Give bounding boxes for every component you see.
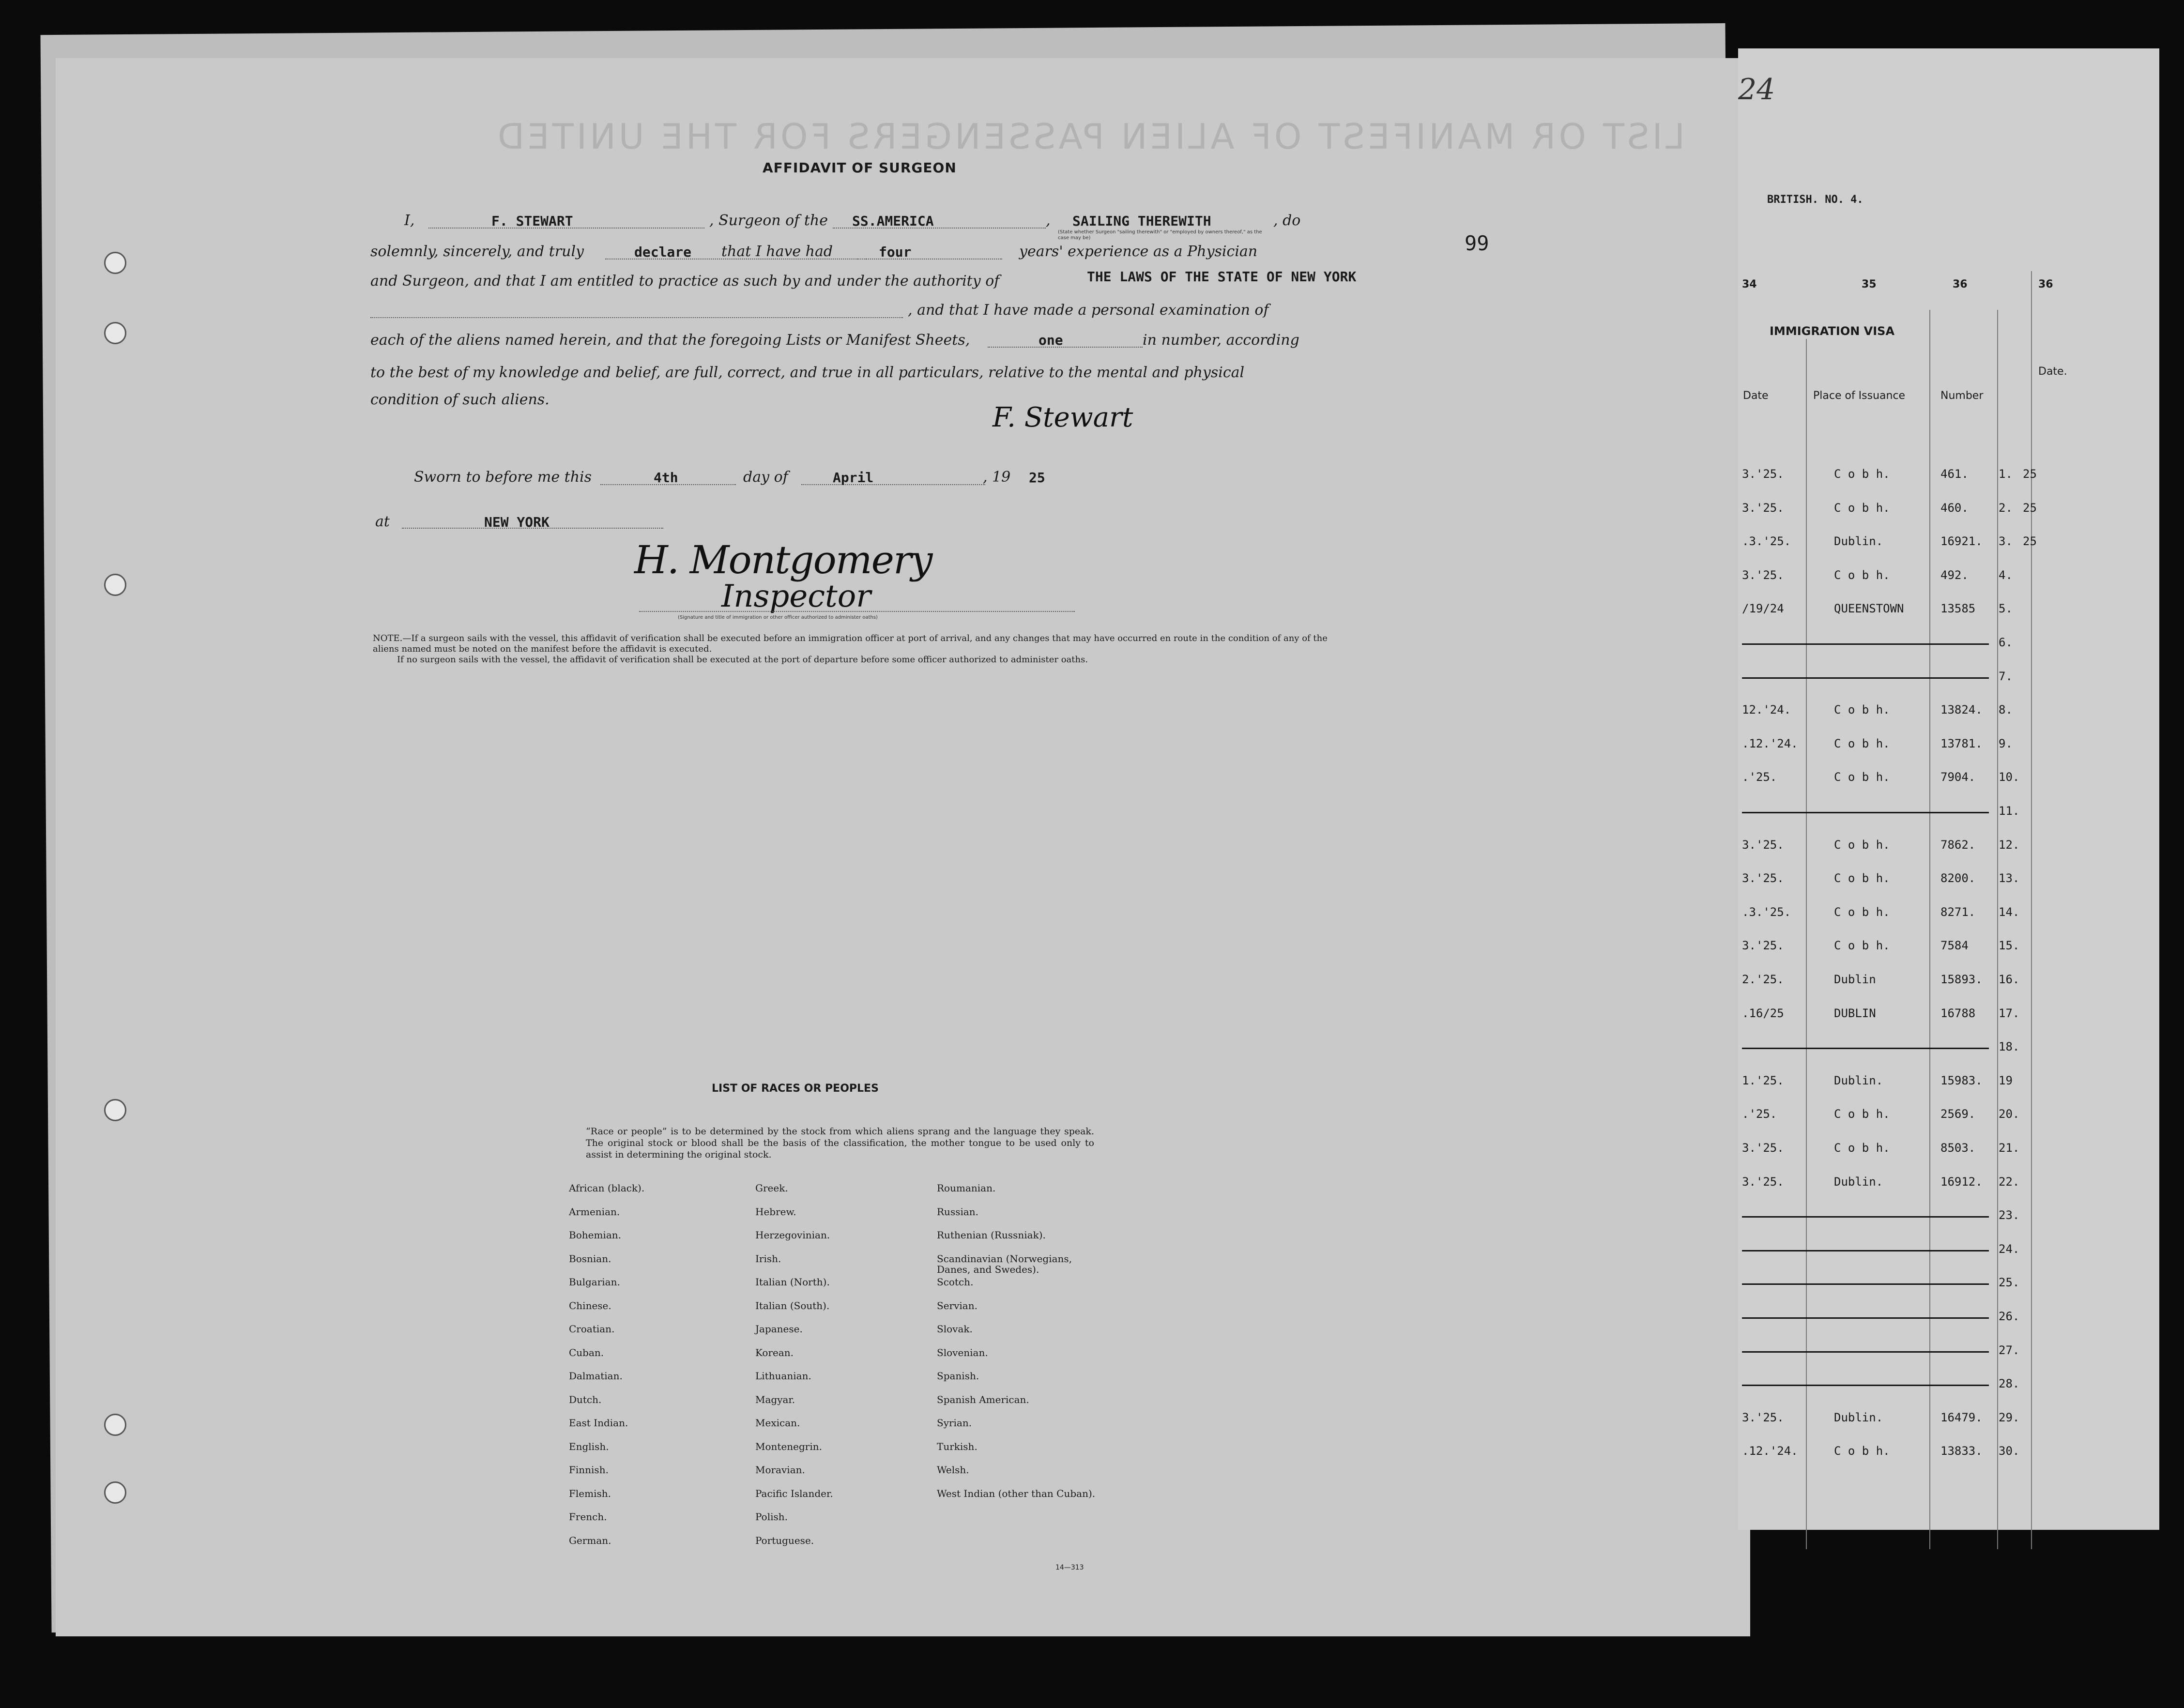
race-column-2 [755,1183,920,1558]
visa-n: 5. [1999,602,2013,616]
visa-date: 3.'25. [1742,838,1784,852]
binding-hole [104,322,126,344]
visa-row [1742,871,2020,903]
visa-row [1742,1444,2020,1476]
visa-n: 29. [1999,1410,2020,1424]
race-item: Korean. [755,1346,794,1358]
race-item: Cuban. [569,1346,604,1358]
ship-name: SS.AMERICA [852,213,934,229]
visa-place: Dublin. [1834,534,1883,549]
handwritten-page-number: 24 [1738,73,1775,107]
race-item: Hebrew. [755,1205,796,1218]
affidavit-text: , [1046,212,1051,229]
visa-n: 15. [1999,939,2020,953]
visa-row [1742,973,2020,1005]
header-date: Date [1743,390,1769,402]
race-item: Welsh. [937,1464,969,1476]
sworn-text: Sworn to before me this [414,469,592,486]
affidavit-text: , Surgeon of the [709,212,828,229]
visa-number: 13585 [1940,602,1976,616]
visa-number: 461. [1940,467,1969,481]
status-note: (State whether Surgeon "sailing therewith" or "employed by owners thereof," as the case may be) [1058,229,1262,241]
race-item: Dalmatian. [569,1370,623,1382]
visa-number: 8503. [1940,1141,1976,1155]
visa-n: 24. [1999,1242,2020,1256]
visa-n: 23. [1999,1208,2020,1222]
visa-n: 21. [1999,1141,2020,1155]
note-text: —If a surgeon sails with the vessel, this affidavit of verification shall be executed before an immigration officer at port of arrival, and any changes that may have occurred en route in the condition of any of the aliens named must be noted on the manifest before the affidavit is executed. [373,633,1328,654]
visa-n: 7. [1999,669,2013,683]
sworn-text: day of [743,469,788,486]
race-item: Japanese. [755,1323,803,1335]
header-date-2: Date. [2038,366,2067,378]
visa-n: 30. [1999,1444,2020,1458]
race-item: Greek. [755,1182,788,1194]
visa-date: .16/25 [1742,1006,1784,1020]
visa-number: 7584 [1940,939,1969,953]
visa-date: 3.'25. [1742,501,1784,515]
race-column-3 [937,1183,1101,1511]
surgeon-signature: F. Stewart [993,402,1133,433]
visa-n: 9. [1999,736,2013,750]
header-number: Number [1940,390,1984,402]
visa-n: 16. [1999,973,2020,986]
blank-row-line [1742,1351,1989,1353]
visa-place: C o b h. [1834,905,1890,919]
authority: THE LAWS OF THE STATE OF NEW YORK [1087,269,1357,285]
visa-number: 16912. [1940,1174,1983,1189]
visa-n: 1. [1999,467,2013,481]
visa-n: 3. [1999,534,2013,549]
visa-place: DUBLIN [1834,1006,1876,1020]
visa-n: 27. [1999,1343,2020,1357]
race-item: Italian (North). [755,1276,830,1288]
fill-line [988,347,1143,348]
binding-hole [104,1481,126,1504]
visa-date: 3.'25. [1742,871,1784,885]
race-item: Dutch. [569,1393,602,1405]
race-item: Finnish. [569,1464,609,1476]
binding-hole [104,252,126,274]
visa-n: 25. [1999,1276,2020,1290]
blank-row-line [1742,1385,1989,1386]
race-item: Russian. [937,1205,979,1218]
visa-number: 2569. [1940,1107,1976,1121]
blank-row-line [1742,1048,1989,1049]
race-item: Moravian. [755,1464,805,1476]
visa-number: 8200. [1940,871,1976,885]
visa-number: 492. [1940,568,1969,582]
sworn-month: April [833,470,874,486]
visa-place: C o b h. [1834,501,1890,515]
race-item: Turkish. [937,1440,977,1452]
column-number: 36 [2038,278,2053,290]
affidavit-text: solemnly, sincerely, and truly [370,243,584,260]
visa-place: C o b h. [1834,736,1890,750]
blank-row-line [1742,1283,1989,1285]
race-item: Servian. [937,1299,977,1312]
declare-word: declare [634,244,692,260]
visa-n: 28. [1999,1377,2020,1391]
visa-row [1742,669,2013,702]
race-item: Mexican. [755,1417,800,1429]
visa-row [1742,905,2020,937]
visa-date: 1.'25. [1742,1073,1784,1087]
form-number: 14—313 [1055,1564,1084,1571]
column-number: 36 [1953,278,1968,290]
visa-n: 6. [1999,636,2013,649]
visa-row [1742,1073,2013,1106]
race-item: Bosnian. [569,1252,611,1265]
visa-number: 13781. [1940,736,1983,750]
race-item: Scandinavian (Norwegians, Danes, and Swedes). [937,1252,1072,1275]
visa-row [1742,770,2020,802]
visa-place: C o b h. [1834,1107,1890,1121]
blank-row-line [1742,1250,1989,1251]
race-item: Syrian. [937,1417,972,1429]
visa-row [1742,1107,2020,1139]
visa-date: 2.'25. [1742,973,1784,986]
binding-hole [104,1099,126,1121]
visa-n: 13. [1999,871,2020,885]
race-item: Ruthenian (Russniak). [937,1229,1046,1241]
race-item: Spanish American. [937,1393,1029,1405]
visa-number: 460. [1940,501,1969,515]
fill-line [639,611,1075,612]
visa-n: 20. [1999,1107,2020,1121]
visa-place: C o b h. [1834,568,1890,582]
race-item: West Indian (other than Cuban). [937,1487,1096,1499]
visa-date: .12.'24. [1742,1444,1798,1458]
race-item: Polish. [755,1511,788,1523]
visa-row [1742,602,2013,634]
race-item: Bulgarian. [569,1276,620,1288]
visa-date: /19/24 [1742,602,1784,616]
race-item: Chinese. [569,1299,611,1312]
affidavit-text: and Surgeon, and that I am entitled to practice as such by and under the authority of [370,273,1000,290]
visa-date: .'25. [1742,770,1777,784]
stamped-page-number: 99 [1465,231,1489,255]
visa-date: 3.'25. [1742,568,1784,582]
affidavit-text: years' experience as a Physician [1019,243,1258,260]
visa-number: 16788 [1940,1006,1976,1020]
visa-title: IMMIGRATION VISA [1770,324,1895,338]
visa-extra: 25 [2023,467,2037,481]
visa-date: .'25. [1742,1107,1777,1121]
visa-row [1742,838,2020,870]
surgeon-name: F. STEWART [491,213,573,229]
visa-number: 16921. [1940,534,1983,549]
affidavit-title: AFFIDAVIT OF SURGEON [763,160,957,176]
visa-n: 8. [1999,703,2013,717]
officer-signature: H. Montgomery [634,537,932,582]
race-item: Lithuanian. [755,1370,811,1382]
visa-row [1742,1141,2020,1173]
officer-title: Inspector [721,579,871,614]
visa-row [1742,1410,2020,1443]
affidavit-text: to the best of my knowledge and belief, are full, correct, and true in all particulars, relative to the mental and physical [370,364,1245,381]
visa-place: QUEENSTOWN [1834,602,1904,616]
visa-n: 12. [1999,838,2020,852]
visa-row [1742,467,2037,499]
column-number: 35 [1862,278,1877,290]
blank-row-line [1742,1216,1989,1218]
visa-row [1742,703,2013,735]
visa-place: Dublin. [1834,1174,1883,1189]
sworn-text: at [375,513,390,530]
visa-row [1742,534,2037,566]
visa-number: 15893. [1940,973,1983,986]
header-place: Place of Issuance [1813,390,1906,402]
race-item: Slovenian. [937,1346,988,1358]
affidavit-text: condition of such aliens. [370,391,550,408]
blank-row-line [1742,1317,1989,1319]
visa-place: C o b h. [1834,939,1890,953]
visa-number: 15983. [1940,1073,1983,1087]
sworn-year: 25 [1029,470,1045,486]
visa-n: 2. [1999,501,2013,515]
visa-place: C o b h. [1834,1141,1890,1155]
visa-date: .3.'25. [1742,905,1791,919]
visa-n: 19 [1999,1073,2013,1087]
column-rule [1997,310,1998,1549]
column-number: 34 [1742,278,1757,290]
race-item: Croatian. [569,1323,615,1335]
visa-number: 13824. [1940,703,1983,717]
visa-place: C o b h. [1834,838,1890,852]
race-item: Bohemian. [569,1229,621,1241]
visa-number: 7904. [1940,770,1976,784]
visa-n: 17. [1999,1006,2020,1020]
race-item: Portuguese. [755,1534,814,1546]
sworn-place: NEW YORK [484,514,550,530]
binding-hole [104,574,126,596]
races-intro: “Race or people” is to be determined by the stock from which aliens sprang and the language they speak. The original stock or blood shall be the basis of the classification, the mother tongue to be used only to assist in determining the original stock. [586,1126,1094,1160]
visa-date: 3.'25. [1742,1141,1784,1155]
visa-place: Dublin. [1834,1410,1883,1424]
visa-row [1742,1276,2020,1308]
visa-row [1742,1208,2020,1240]
visa-row [1742,1006,2020,1038]
fill-line [370,317,903,318]
race-item: Scotch. [937,1276,974,1288]
sheet-count: one [1039,332,1063,348]
affidavit-text: , and that I have made a personal examination of [908,302,1269,319]
visa-n: 26. [1999,1310,2020,1323]
visa-n: 10. [1999,770,2020,784]
visa-number: 8271. [1940,905,1976,919]
visa-n: 14. [1999,905,2020,919]
race-item: Pacific Islander. [755,1487,833,1499]
races-title: LIST OF RACES OR PEOPLES [712,1083,879,1095]
visa-date: 12.'24. [1742,703,1791,717]
affidavit-text: each of the aliens named herein, and that the foregoing Lists or Manifest Sheets, [370,332,970,349]
race-item: Montenegrin. [755,1440,822,1452]
visa-row [1742,1040,2020,1072]
visa-date: 3.'25. [1742,939,1784,953]
visa-place: C o b h. [1834,1444,1890,1458]
visa-number: 7862. [1940,838,1976,852]
visa-n: 11. [1999,804,2020,818]
visa-number: 16479. [1940,1410,1983,1424]
visa-row [1742,1343,2020,1375]
visa-place: C o b h. [1834,871,1890,885]
sworn-day: 4th [654,470,678,486]
visa-date: 3.'25. [1742,1174,1784,1189]
race-item: Flemish. [569,1487,611,1499]
visa-date: .3.'25. [1742,534,1791,549]
visa-extra: 25 [2023,501,2037,515]
sworn-text: , 19 [983,469,1011,486]
visa-row [1742,1377,2020,1409]
race-item: East Indian. [569,1417,628,1429]
visa-extra: 25 [2023,534,2037,549]
visa-row [1742,501,2037,533]
race-item: Roumanian. [937,1182,996,1194]
race-item: Spanish. [937,1370,979,1382]
affidavit-note [373,633,1331,665]
race-item: Armenian. [569,1205,620,1218]
visa-number: 13833. [1940,1444,1983,1458]
visa-row [1742,1310,2020,1342]
visa-date: .12.'24. [1742,736,1798,750]
affidavit-text: I, [404,212,415,229]
race-item: French. [569,1511,607,1523]
visa-row [1742,568,2013,600]
blank-row-line [1742,812,1989,813]
note-text-2: If no surgeon sails with the vessel, the affidavit of verification shall be executed at the port of departure before some officer authorized to administer oaths. [397,655,1088,665]
race-item: Magyar. [755,1393,795,1405]
signature-caption: (Signature and title of immigration or other officer authorized to administer oaths) [678,615,878,620]
manifest-label: BRITISH. NO. 4. [1767,194,1863,206]
visa-row [1742,804,2020,836]
visa-row [1742,1174,2020,1207]
visa-place: C o b h. [1834,770,1890,784]
affidavit-text: that I have had [721,243,833,260]
visa-place: C o b h. [1834,703,1890,717]
race-item: English. [569,1440,609,1452]
visa-place: Dublin. [1834,1073,1883,1087]
column-rule [2031,271,2032,1549]
surgeon-status: SAILING THEREWITH [1072,213,1211,229]
race-item: Irish. [755,1252,781,1265]
visa-n: 18. [1999,1040,2020,1054]
fill-line [801,484,985,485]
visa-row [1742,1242,2020,1274]
visa-n: 22. [1999,1174,2020,1189]
affidavit-text: , do [1273,212,1301,229]
race-item: African (black). [569,1182,645,1194]
visa-date: 3.'25. [1742,1410,1784,1424]
binding-hole [104,1414,126,1436]
note-label: NOTE. [373,633,403,643]
visa-row [1742,736,2013,769]
race-column-1 [569,1183,733,1558]
visa-date: 3.'25. [1742,467,1784,481]
race-item: Slovak. [937,1323,973,1335]
race-item: Italian (South). [755,1299,830,1312]
blank-row-line [1742,677,1989,679]
race-item: German. [569,1534,611,1546]
years-experience: four [879,244,912,260]
blank-row-line [1742,643,1989,645]
race-item: Herzegovinian. [755,1229,830,1241]
visa-place: C o b h. [1834,467,1890,481]
visa-place: Dublin [1834,973,1876,986]
affidavit-text: in number, according [1143,332,1299,349]
visa-row [1742,939,2020,971]
visa-n: 4. [1999,568,2013,582]
visa-row [1742,636,2013,668]
bleed-through-title: LIST OR MANIFEST OF ALIEN PASSENGERS FOR THE UNITED [494,116,1685,157]
